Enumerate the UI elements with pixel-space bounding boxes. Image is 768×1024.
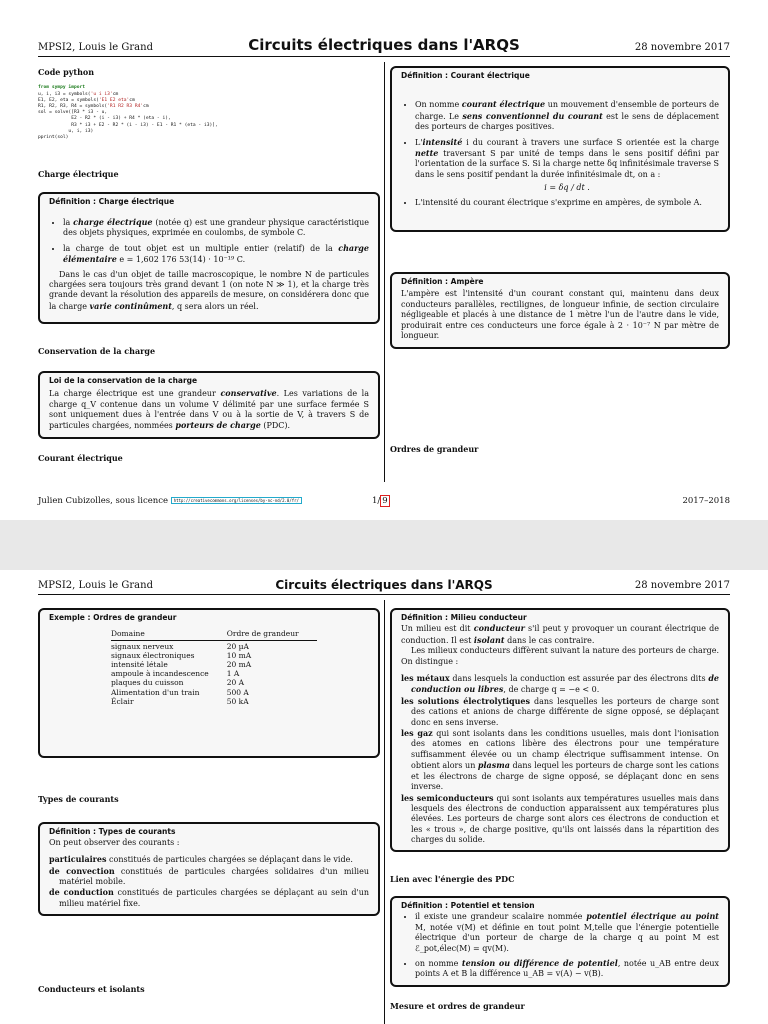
- table-cell: 20 µA: [226, 641, 249, 651]
- section-title: Mesure et ordres de grandeur: [390, 1000, 525, 1011]
- paragraph: Un milieu est dit conducteur s'il peut y provoquer un courant électrique de conduction. Il est isolant dans le cas contraire.: [401, 623, 720, 645]
- table-row: [111, 697, 317, 706]
- section-title: Code python: [38, 67, 95, 77]
- table-cell: ampoule à incandescence: [111, 669, 209, 679]
- code-token: 'u i i3': [90, 91, 113, 97]
- header-title: Circuits électriques dans l'ARQS: [275, 578, 493, 592]
- table-row: [111, 678, 317, 687]
- box-title: Définition : Potentiel et tension: [401, 900, 535, 910]
- paragraph: On peut observer des courants :: [49, 837, 180, 847]
- table-cell: 500 A: [226, 687, 249, 697]
- table-cell: 10 mA: [226, 650, 252, 660]
- footer-author: Julien Cubizolles, sous licence: [38, 496, 169, 506]
- page-2: [0, 570, 768, 1024]
- code-token: E1, E2, eta = symbols(: [38, 97, 99, 103]
- term: de conduction: [49, 887, 114, 898]
- list-item: les métaux dans lesquels la conduction est assurée par des électrons dits de conduction ou libres, de charge q = −e < 0.: [401, 673, 719, 695]
- table-cell: Éclair: [111, 696, 134, 706]
- box-title: Définition : Types de courants: [49, 827, 176, 837]
- header-date: 28 novembre 2017: [634, 580, 730, 591]
- right-column: [390, 66, 730, 454]
- box-title: Définition : Courant électrique: [401, 71, 530, 80]
- table-cell: signaux nerveux: [111, 641, 174, 651]
- list-item: • il existe une grandeur scalaire nommée potentiel électrique au point M, notée v(M) et définie en tout point M,telle que l'énergie potentielle électrique d'un porteur de charge de la charge q au point M est ℰ_pot,élec(M) = qv(M).: [415, 911, 719, 954]
- law-box: [38, 371, 380, 439]
- paragraph: La charge électrique est une grandeur conservative. Les variations de la charge q_V contenue dans un volume V délimité par une surface fermée S sont uniquement dues à l'entrée dans V ou à la sortie de V, à travers S de particules chargées, nommées porteurs de charge (PDC).: [49, 388, 369, 431]
- left-column: [38, 67, 380, 463]
- term-description: constitués de particules chargées se déplaçant dans le vide.: [106, 855, 353, 865]
- definition-box: [390, 896, 730, 987]
- list-item: • L'intensité i du courant à travers une surface S orientée est la charge nette traversant S par unité de temps dans le sens positif défini par l'orientation de la surface S. Si la charge nette δq infinitésimale traverse S dans le sens positif pendant la durée infinitésimale dt, on a : i = δq / dt .: [415, 137, 719, 194]
- definition-box: [390, 608, 730, 852]
- definition-box: [390, 66, 730, 232]
- code-token: u, i, i3 = symbols(: [38, 91, 91, 97]
- list-item: • L'intensité du courant électrique s'exprime en ampères, de symbole A.: [415, 198, 719, 208]
- code-token: E2 - R2 * (i - i3) + R4 * (eta - i),: [38, 116, 171, 122]
- table-header: Domaine: [111, 629, 227, 640]
- table-cell: 20 A: [226, 678, 245, 688]
- code-token: R1, R2, R3, R4 = symbols(: [38, 104, 108, 110]
- section-title: Types de courants: [38, 794, 119, 804]
- section-title: Conducteurs et isolants: [38, 984, 145, 995]
- section-title: Charge électrique: [38, 169, 119, 180]
- header-left: MPSI2, Louis le Grand: [38, 42, 153, 53]
- list-item: les gaz qui sont isolants dans les conditions usuelles, mais dont l'ionisation des atomes en cations libère des électrons pour une température suffisamment élevée ou un champ électrique suffisamment intense. On obtient alors un plasma dans lequel les porteurs de charge sont les cations et les électrons de charge de signe opposé, se déplaçant donc en sens inverse.: [401, 728, 719, 792]
- column-divider: [384, 62, 385, 482]
- code-token: u, i, i3): [38, 128, 94, 134]
- orders-table: [111, 629, 317, 706]
- page-header: [38, 38, 730, 57]
- table-cell: 20 mA: [226, 660, 252, 670]
- page-number: 1/ 9: [372, 496, 388, 506]
- box-title: Exemple : Ordres de grandeur: [49, 613, 177, 622]
- box-title: Définition : Ampère: [401, 277, 484, 287]
- term-description: constitués de particules chargées se déplaçant au sein d'un milieu matériel fixe.: [59, 888, 369, 908]
- list-item: [49, 887, 369, 909]
- table-cell: 50 kA: [226, 696, 249, 706]
- box-title: Loi de la conservation de la charge: [49, 375, 198, 385]
- list-item: • la charge électrique (notée q) est une grandeur physique caractéristique des objets physiques, exprimée en coulombs, de symbole C.: [63, 217, 369, 239]
- definition-box: [38, 192, 380, 325]
- paragraph: Les milieux conducteurs diffèrent suivant la nature des porteurs de charge. On distingue :: [401, 646, 719, 666]
- table-cell: intensité létale: [111, 660, 168, 670]
- left-column: [38, 608, 380, 995]
- list-item: • on nomme tension ou différence de potentiel, notée u_AB entre deux points A et B la différence u_AB = v(A) − v(B).: [415, 958, 719, 980]
- code-token: 'R1 R2 R3 R4': [107, 104, 144, 110]
- example-box: [38, 608, 380, 758]
- section-title: Conservation de la charge: [38, 346, 156, 357]
- page-footer: [38, 496, 730, 506]
- right-column: [390, 608, 730, 1011]
- table-row: [111, 669, 317, 678]
- list-item: [49, 866, 369, 888]
- code-token: sol = solve([R3 * i3 - u,: [38, 110, 108, 116]
- term-description: constitués de particules chargées solidaires d'un milieu matériel mobile.: [59, 866, 369, 887]
- term: particulaires: [49, 854, 107, 865]
- definition-box: [38, 822, 380, 916]
- header-date: 28 novembre 2017: [634, 42, 730, 53]
- page-header: [38, 576, 730, 595]
- list-item: [49, 854, 369, 865]
- code-token: from sympy import: [38, 85, 86, 91]
- table-cell: Alimentation d'un train: [111, 687, 200, 697]
- table-row: [111, 660, 317, 669]
- list-item: • On nomme courant électrique un mouvement d'ensemble de porteurs de charge. Le sens conventionnel du courant est le sens de déplacement des porteurs de charges positives.: [415, 99, 719, 132]
- header-left: MPSI2, Louis le Grand: [38, 580, 153, 591]
- box-title: Définition : Milieu conducteur: [401, 613, 527, 622]
- section-title: Ordres de grandeur: [390, 443, 479, 454]
- header-title: Circuits électriques dans l'ARQS: [248, 36, 520, 54]
- box-title: Définition : Charge électrique: [49, 196, 175, 206]
- code-token: cm: [143, 104, 149, 110]
- footer-years: 2017–2018: [682, 496, 730, 506]
- table-row: [111, 640, 317, 651]
- term: de convection: [49, 865, 115, 876]
- section-title: Lien avec l'énergie des PDC: [390, 873, 515, 884]
- list-item: les semiconducteurs qui sont isolants aux températures usuelles mais dans lesquels des électrons de conduction apparaissent aux températures plus élevées. Les porteurs de charge sont alors ces électrons de conduction et les « trous », de charge positive, qu'ils ont laissés dans la répartition des charges du solide.: [401, 792, 720, 845]
- license-link[interactable]: http://creativecommons.org/licenses/by-nc-nd/2.0/fr/: [171, 497, 302, 504]
- code-token: cm: [112, 91, 119, 97]
- code-token: R3 * i3 + E2 - R2 * (i - i3) - E1 - R1 * (eta - i3)],: [38, 122, 218, 128]
- code-block: [38, 85, 380, 141]
- list-item: les solutions électrolytiques dans lesquelles les porteurs de charge sont des cations et anions de charge différente de signe opposé, se déplaçant donc en sens inverse.: [401, 695, 720, 727]
- definition-box: [390, 272, 730, 348]
- formula: i = δq / dt .: [544, 183, 590, 193]
- table-cell: signaux électroniques: [111, 650, 195, 660]
- section-title: Courant électrique: [38, 452, 123, 463]
- table-cell: 1 A: [226, 669, 240, 679]
- paragraph: Dans le cas d'un objet de taille macroscopique, le nombre N de particules chargées sera toujours très grand devant 1 (on note N ≫ 1), et la charge très grande devant la résolution des appareils de mesure, on considérera donc que la charge varie continûment, q sera alors un réel.: [49, 269, 369, 311]
- table-cell: plaques du cuisson: [111, 678, 184, 688]
- table-row: [111, 688, 317, 697]
- list-item: • la charge de tout objet est un multiple entier (relatif) de la charge élémentaire e = 1,602 176 53(14) · 10⁻¹⁹ C.: [63, 243, 369, 266]
- column-divider: [384, 600, 385, 1024]
- code-token: 'E1 E2 eta': [98, 97, 130, 103]
- paragraph: L'ampère est l'intensité d'un courant constant qui, maintenu dans deux conducteurs parallèles, rectilignes, de longueur infinie, de section circulaire négligeable et placés à une distance de 1 mètre l'un de l'autre dans le vide, produirait entre ces conducteurs une force égale à 2 · 10⁻⁷ N par mètre de longueur.: [401, 289, 719, 341]
- code-token: pprint(sol): [38, 135, 69, 141]
- total-pages-link[interactable]: 9: [382, 496, 388, 506]
- table-row: [111, 651, 317, 660]
- code-token: cm: [129, 97, 135, 103]
- table-header: Ordre de grandeur: [227, 629, 317, 640]
